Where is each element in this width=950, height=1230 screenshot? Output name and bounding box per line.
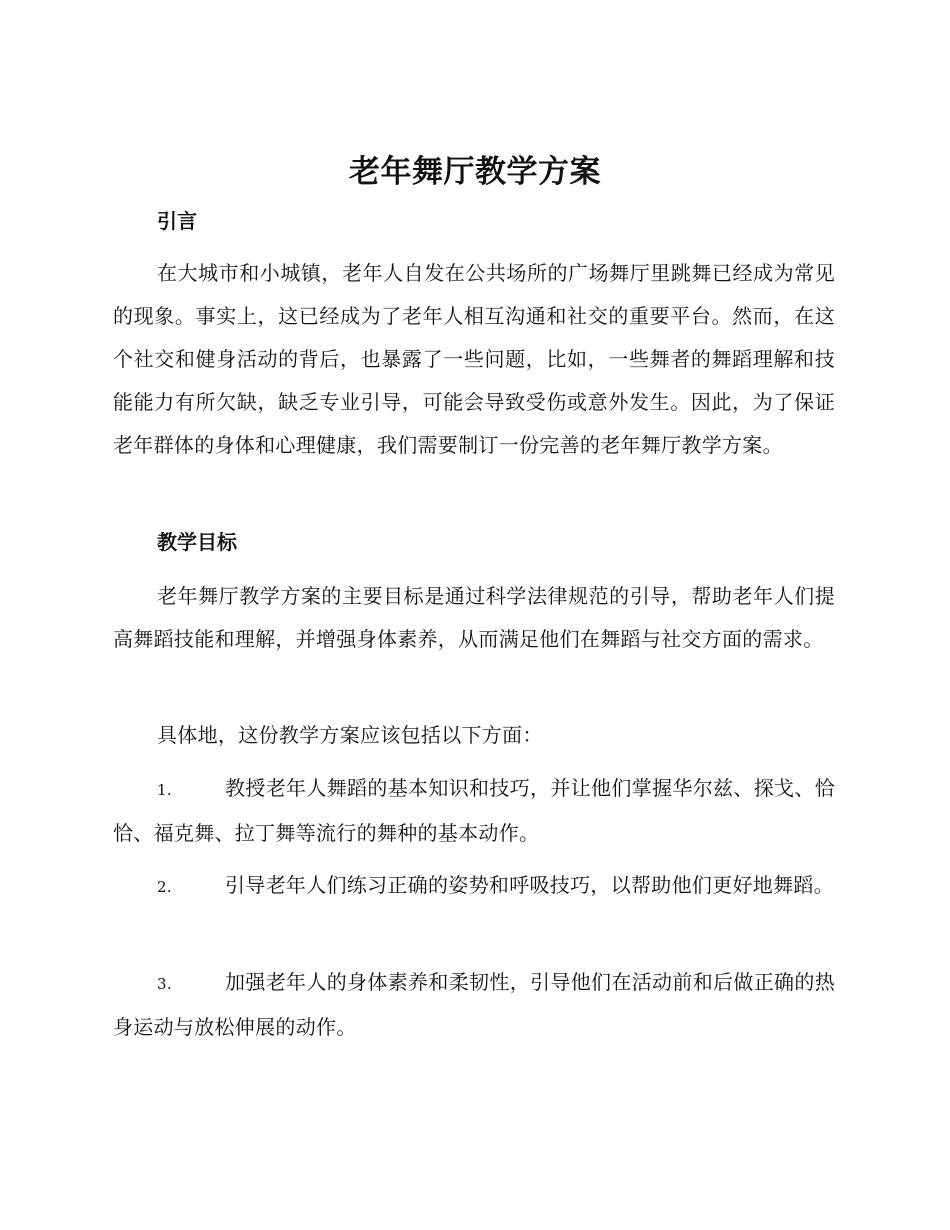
goals-paragraph: 老年舞厅教学方案的主要目标是通过科学法律规范的引导，帮助老年人们提高舞蹈技能和理解，并增强身体素养，从而满足他们在舞蹈与社交方面的需求。 [113,584,835,651]
list-item-number: 2. [157,878,172,896]
list-item [113,767,835,855]
list-item [113,961,835,1049]
section-heading-goals: 教学目标 [157,530,237,554]
goals-lead-in: 具体地，这份教学方案应该包括以下方面： [157,723,543,747]
list-item [113,864,835,909]
list-item-text: 教授老年人舞蹈的基本知识和技巧，并让他们掌握华尔兹、探戈、恰恰、福克舞、拉丁舞等流行的舞种的基本动作。 [113,776,835,845]
document-title: 老年舞厅教学方案 [349,154,601,190]
list-item-number: 3. [157,975,172,993]
list-item-text: 引导老年人们练习正确的姿势和呼吸技巧，以帮助他们更好地舞蹈。 [225,873,834,897]
list-item-text: 加强老年人的身体素养和柔韧性，引导他们在活动前和后做正确的热身运动与放松伸展的动作。 [113,970,835,1039]
intro-paragraph: 在大城市和小城镇，老年人自发在公共场所的广场舞厅里跳舞已经成为常见的现象。事实上，这已经成为了老年人相互沟通和社交的重要平台。然而，在这个社交和健身活动的背后，也暴露了一些问题，比如，一些舞者的舞蹈理解和技能能力有所欠缺，缺乏专业引导，可能会导致受伤或意外发生。因此，为了保证老年群体的身体和心理健康，我们需要制订一份完善的老年舞厅教学方案。 [113,261,835,457]
list-item-number: 1. [157,781,172,799]
section-heading-intro: 引言 [157,209,197,233]
